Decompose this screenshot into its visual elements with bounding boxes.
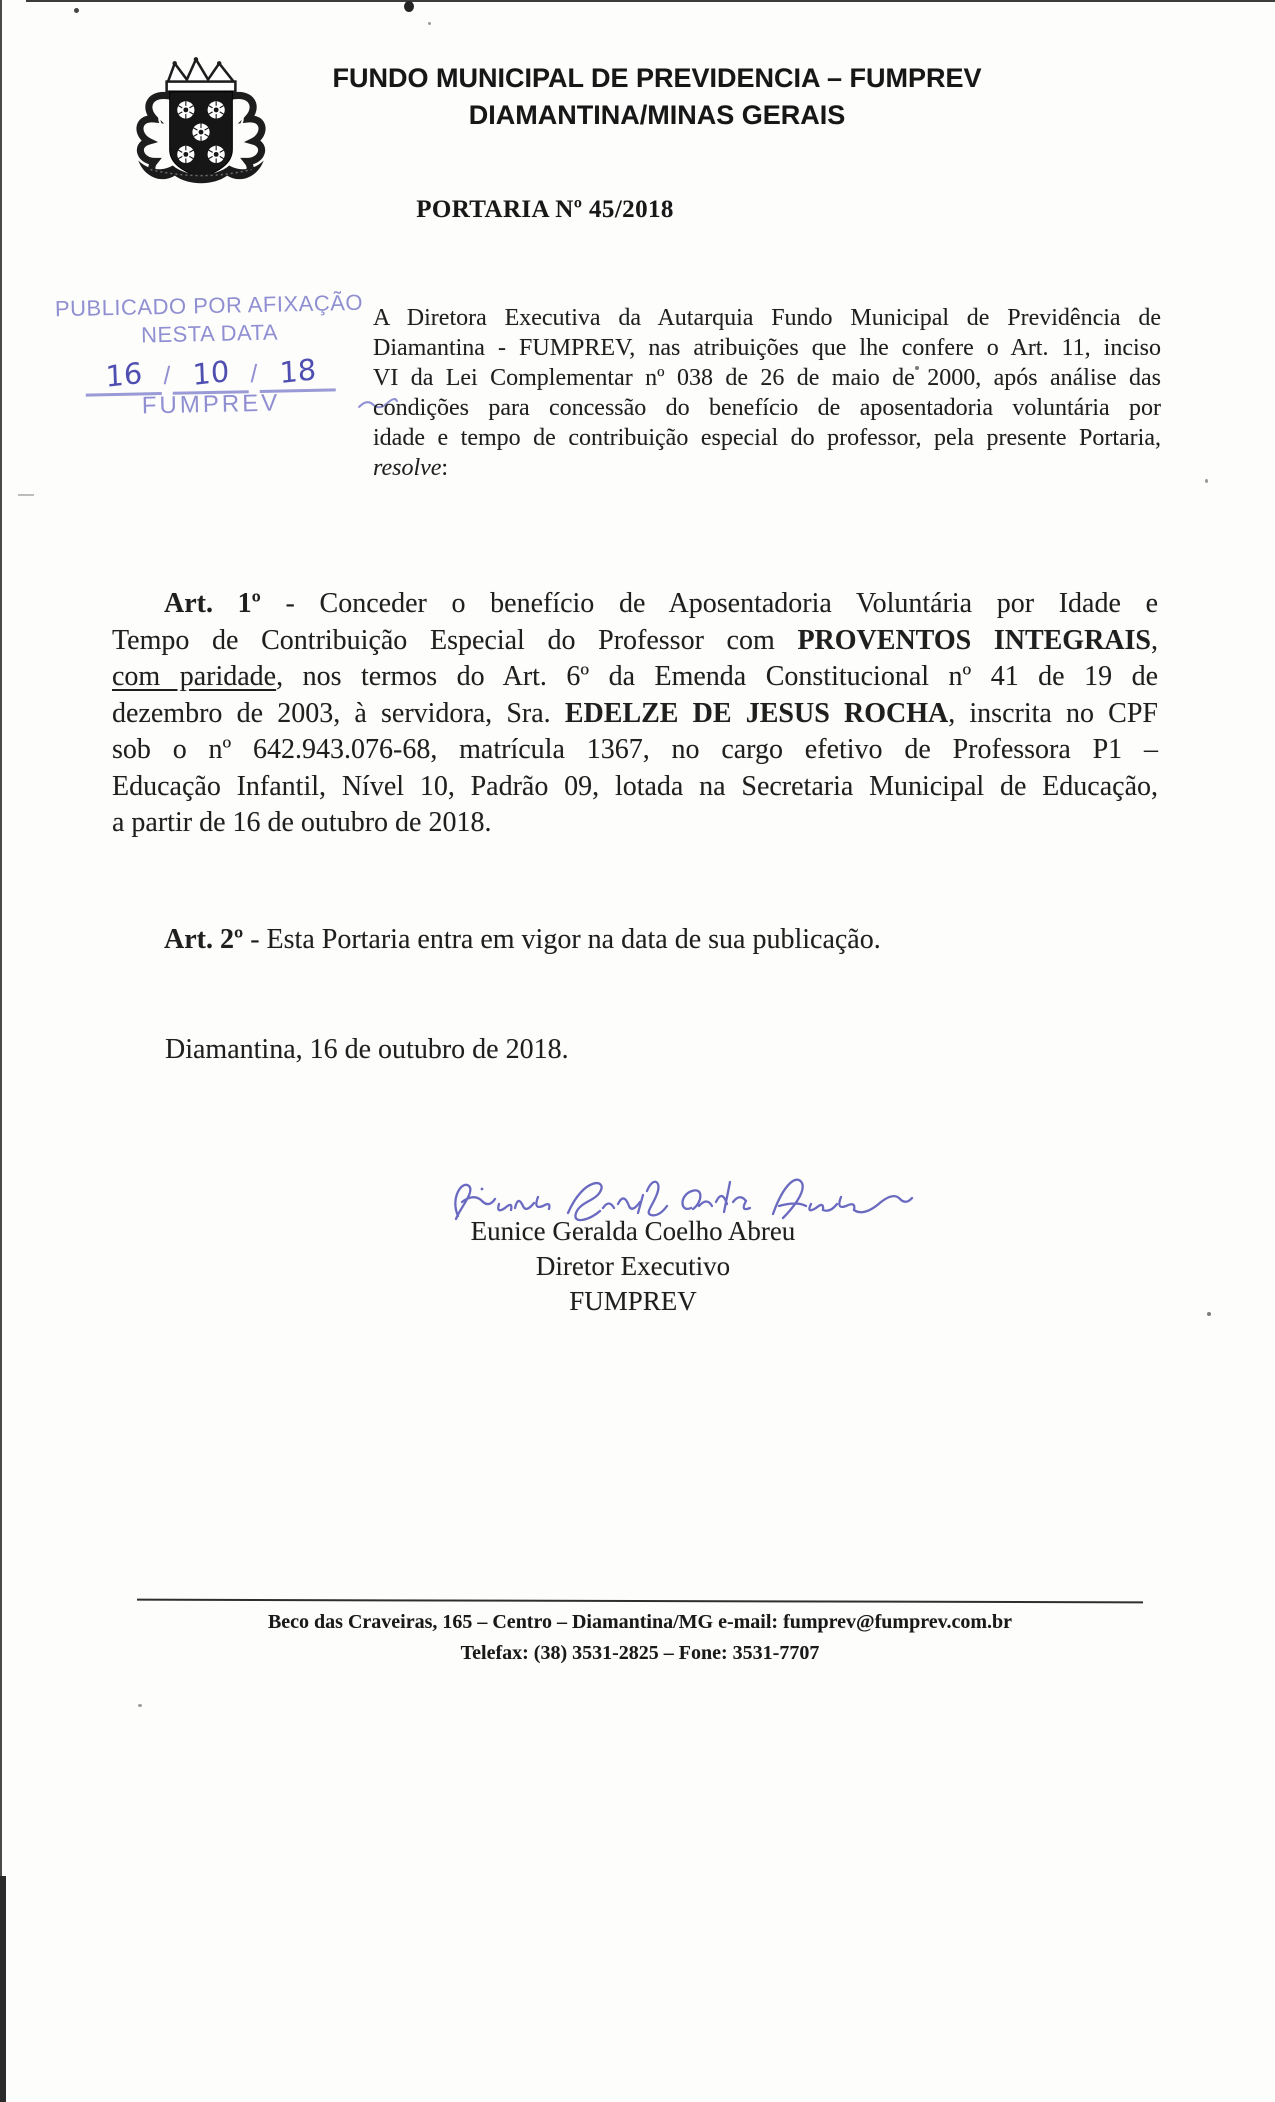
article-2-label: Art. 2º [164,924,244,955]
scan-speck [404,1,414,12]
date-separator: / [163,361,171,390]
preamble-line: VI da Lei Complementar nº 038 de 26 de maio de 2000, após análise das [373,365,1161,391]
article-1-line: Art. 1º - Conceder o benefício de Aposentadoria Voluntária por Idade e [164,588,1159,619]
dateline: Diamantina, 16 de outubro de 2018. [165,1034,569,1065]
signatory-name: Eunice Geralda Coelho Abreu [470,1216,796,1246]
scan-speck [1205,479,1208,483]
date-separator: / [250,360,258,389]
article-1-line: sob o nº 642.943.076-68, matrícula 1367, no cargo efetivo de Professora P1 – [112,734,1158,765]
publication-stamp [49,289,372,423]
scan-edge-top-line [26,0,1275,2]
portaria-title: PORTARIA Nº 45/2018 [416,196,674,223]
signatory-role: Diretor Executivo [535,1251,731,1281]
org-name: FUNDO MUNICIPAL DE PREVIDENCIA – FUMPREV [332,63,982,93]
proventos-integrais-bold: PROVENTOS INTEGRAIS [797,624,1151,656]
article-2: Art. 2º - Esta Portaria entra em vigor na data de sua publicação. [164,924,881,955]
signature-block [373,1214,893,1319]
scan-speck [138,1704,142,1707]
article-1-line: com paridade, nos termos do Art. 6º da Emenda Constitucional nº 41 de 19 de [112,661,1159,692]
handwritten-day: 16 [104,355,143,394]
preamble-line: A Diretora Executiva da Autarquia Fundo Municipal de Previdência de [373,305,1161,331]
coat-of-arms-logo [110,52,292,188]
scan-speck [1207,1312,1211,1316]
footer-address: Beco das Craveiras, 165 – Centro – Diamantina/MG e-mail: fumprev@fumprev.com.br [267,1611,1013,1633]
handwritten-year: 18 [278,352,317,391]
footer-rule [137,1599,1143,1604]
scan-speck [428,22,431,25]
preamble [373,303,1161,483]
article-1-line: Tempo de Contribuição Especial do Professor com PROVENTOS INTEGRAIS, [112,624,1158,656]
preamble-line: Diamantina - FUMPREV, nas atribuições que lhe confere o Art. 11, inciso [373,335,1161,361]
org-header [294,60,1020,134]
footer [137,1607,1143,1669]
preamble-line: idade e tempo de contribuição especial do professor, pela presente Portaria, [373,425,1161,451]
article-1 [112,586,1158,842]
scan-edge-left-thick-line [0,1876,6,2102]
servant-name-bold: EDELZE DE JESUS ROCHA [564,697,949,729]
resolve-word: resolve [373,455,442,481]
preamble-line: condições para concessão do benefício de aposentadoria voluntária por [373,395,1161,421]
scan-edge-left-line [0,0,2,2102]
article-1-label: Art. 1º [164,588,261,619]
com-paridade-underlined: com paridade [112,661,277,692]
article-1-line: Educação Infantil, Nível 10, Padrão 09, lotada na Secretaria Municipal de Educação, [112,770,1158,802]
scan-speck [74,8,79,13]
preamble-resolve-line: resolve: [373,455,449,481]
signatory-org: FUMPREV [569,1286,697,1316]
stamp-line-2: NESTA DATA [140,319,279,348]
footer-phones: Telefax: (38) 3531-2825 – Fone: 3531-7707 [460,1642,820,1664]
stamp-org: FUMPREV [141,389,281,420]
handwritten-month: 10 [191,353,230,393]
scan-speck [18,494,34,496]
stamp-line-1: PUBLICADO POR AFIXAÇÃO [54,289,364,322]
article-1-line: dezembro de 2003, à servidora, Sra. EDELZE DE JESUS ROCHA, inscrita no CPF [112,697,1158,729]
org-location: DIAMANTINA/MINAS GERAIS [468,100,846,130]
article-1-line: a partir de 16 de outubro de 2018. [112,807,492,838]
stamp-date-row [50,349,371,398]
